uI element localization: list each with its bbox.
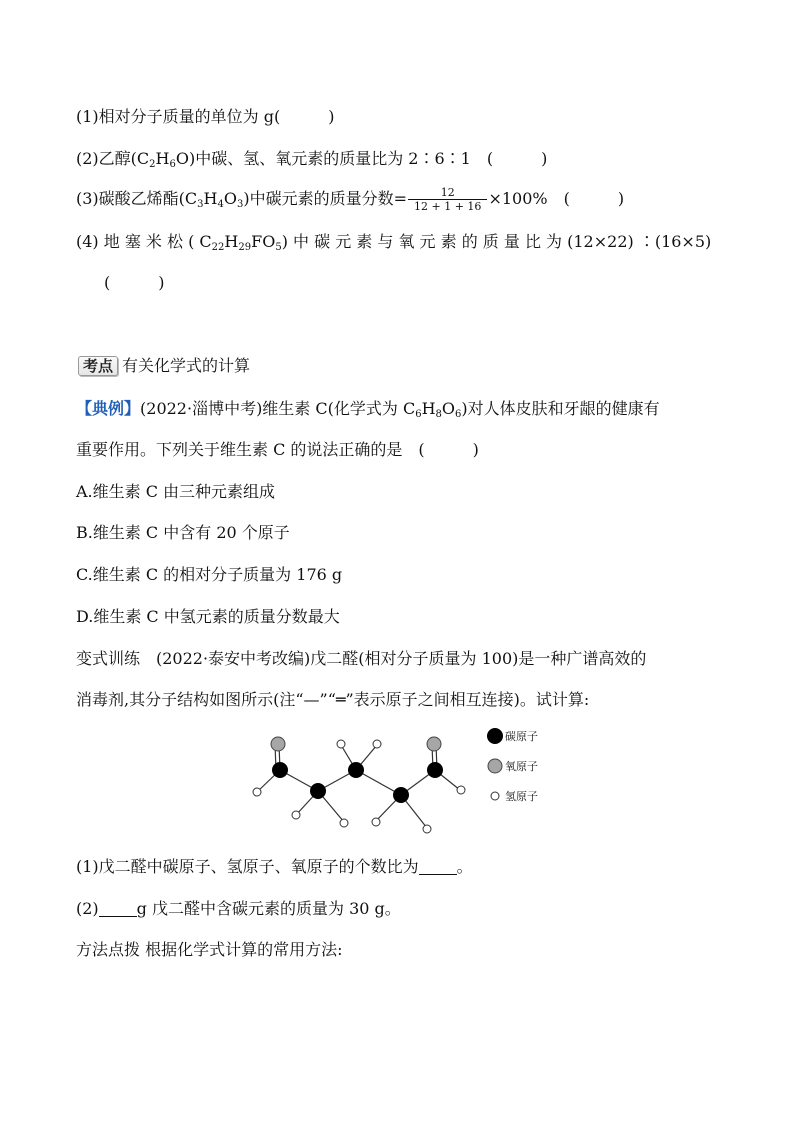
q3-part: H	[203, 189, 218, 208]
variant-q2-text: g 戊二醛中含碳元素的质量为 30 g。	[136, 899, 401, 918]
atoms	[253, 737, 465, 833]
carbon-atom	[427, 762, 443, 778]
hydrogen-atom	[292, 811, 300, 819]
variant-q2-prefix: (2)	[76, 899, 99, 918]
oxygen-atom	[271, 737, 285, 751]
q4-part: H	[224, 232, 239, 251]
carbon-atom	[272, 762, 288, 778]
q2-sub: 2	[149, 159, 156, 170]
hydrogen-atom	[372, 818, 380, 826]
q4-part: (4) 地 塞 米 松 ( C	[76, 232, 212, 251]
example-line-1	[76, 398, 660, 420]
q4-part: FO	[251, 232, 276, 251]
mass-fraction-formula	[408, 186, 487, 213]
example-text: O	[441, 399, 456, 418]
variant-question-1	[76, 856, 473, 878]
q3-part: )中碳元素的质量分数=	[243, 189, 408, 208]
legend-carbon-label: 碳原子	[505, 730, 538, 743]
example-tag: 【典例】	[76, 399, 141, 418]
legend-hydrogen-swatch	[491, 792, 499, 800]
example-line-2: 重要作用。下列关于维生素 C 的说法正确的是 ( )	[76, 440, 479, 459]
hydrogen-atom	[457, 786, 465, 794]
example-sub: 8	[435, 409, 442, 420]
q2-sub: 6	[169, 159, 176, 170]
q2-part: (2)乙醇(C	[76, 149, 150, 168]
q2-part: O)中碳、氢、氧元素的质量比为 2∶6∶1 ( )	[175, 149, 548, 168]
legend	[487, 728, 538, 803]
q4-sub: 22	[211, 242, 225, 253]
example-text: )对人体皮肤和牙龈的健康有	[461, 399, 660, 418]
oxygen-atom	[427, 737, 441, 751]
question-1	[76, 106, 334, 128]
q3-sub: 3	[236, 199, 244, 210]
option-a: A.维生素 C 由三种元素组成	[76, 482, 276, 501]
question-2	[76, 148, 547, 170]
answer-blank[interactable]	[99, 900, 137, 917]
carbon-atom	[393, 787, 409, 803]
variant-question-2	[76, 898, 401, 920]
variant-line-2: 消毒剂,其分子结构如图所示(注“—”“═”表示原子之间相互连接)。试计算:	[76, 690, 590, 709]
question-4-answer-paren	[104, 272, 165, 294]
question-1-text: (1)相对分子质量的单位为 g( )	[76, 107, 335, 126]
question-3	[76, 186, 624, 213]
q2-part: H	[155, 149, 170, 168]
q3-part: O	[223, 189, 237, 208]
q3-sub: 4	[217, 199, 224, 210]
example-text: (2022·淄博中考)维生素 C(化学式为 C	[140, 399, 416, 418]
q3-part: ×100% ( )	[488, 189, 625, 208]
q4-sub: 29	[238, 242, 252, 253]
q3-part: (3)碳酸乙烯酯(C	[76, 189, 198, 208]
option-c: C.维生素 C 的相对分子质量为 176 g	[76, 565, 343, 584]
kaodian-badge: 考点	[78, 356, 118, 376]
hydrogen-atom	[253, 788, 261, 796]
variant-q1-text: (1)戊二醛中碳原子、氢原子、氧原子的个数比为	[76, 857, 419, 876]
option-b: B.维生素 C 中含有 20 个原子	[76, 523, 290, 542]
q4-sub: 5	[275, 242, 282, 253]
q3-sub: 3	[197, 199, 204, 210]
legend-oxygen-label: 氧原子	[505, 760, 538, 773]
legend-oxygen-swatch	[488, 759, 502, 773]
hydrogen-atom	[337, 740, 345, 748]
q4-paren: ( )	[104, 273, 165, 292]
glutaraldehyde-structure-diagram	[240, 724, 560, 844]
hydrogen-atom	[340, 819, 348, 827]
legend-hydrogen-label: 氢原子	[505, 790, 538, 803]
carbon-atom	[310, 783, 326, 799]
example-text: H	[421, 399, 436, 418]
hydrogen-atom	[423, 825, 431, 833]
q4-part: ) 中 碳 元 素 与 氧 元 素 的 质 量 比 为 (12×22) ∶(16×5)	[281, 232, 712, 251]
method-tip: 方法点拨 根据化学式计算的常用方法:	[76, 940, 343, 959]
option-d: D.维生素 C 中氢元素的质量分数最大	[76, 607, 340, 626]
bonds	[257, 744, 460, 828]
fraction-numerator: 12	[408, 186, 487, 200]
kaodian-title: 有关化学式的计算	[122, 356, 251, 375]
answer-blank[interactable]	[419, 858, 457, 875]
carbon-atom	[348, 762, 364, 778]
example-sub: 6	[415, 409, 422, 420]
variant-line-1: 变式训练 (2022·泰安中考改编)戊二醛(相对分子质量为 100)是一种广谱高效的	[76, 649, 647, 668]
example-sub: 6	[455, 409, 462, 420]
fraction-denominator: 12 + 1 + 16	[414, 200, 482, 213]
variant-q1-end: 。	[456, 857, 473, 876]
question-4	[76, 231, 711, 253]
kaodian-header	[78, 355, 250, 377]
hydrogen-atom	[373, 740, 381, 748]
legend-carbon-swatch	[487, 728, 503, 744]
